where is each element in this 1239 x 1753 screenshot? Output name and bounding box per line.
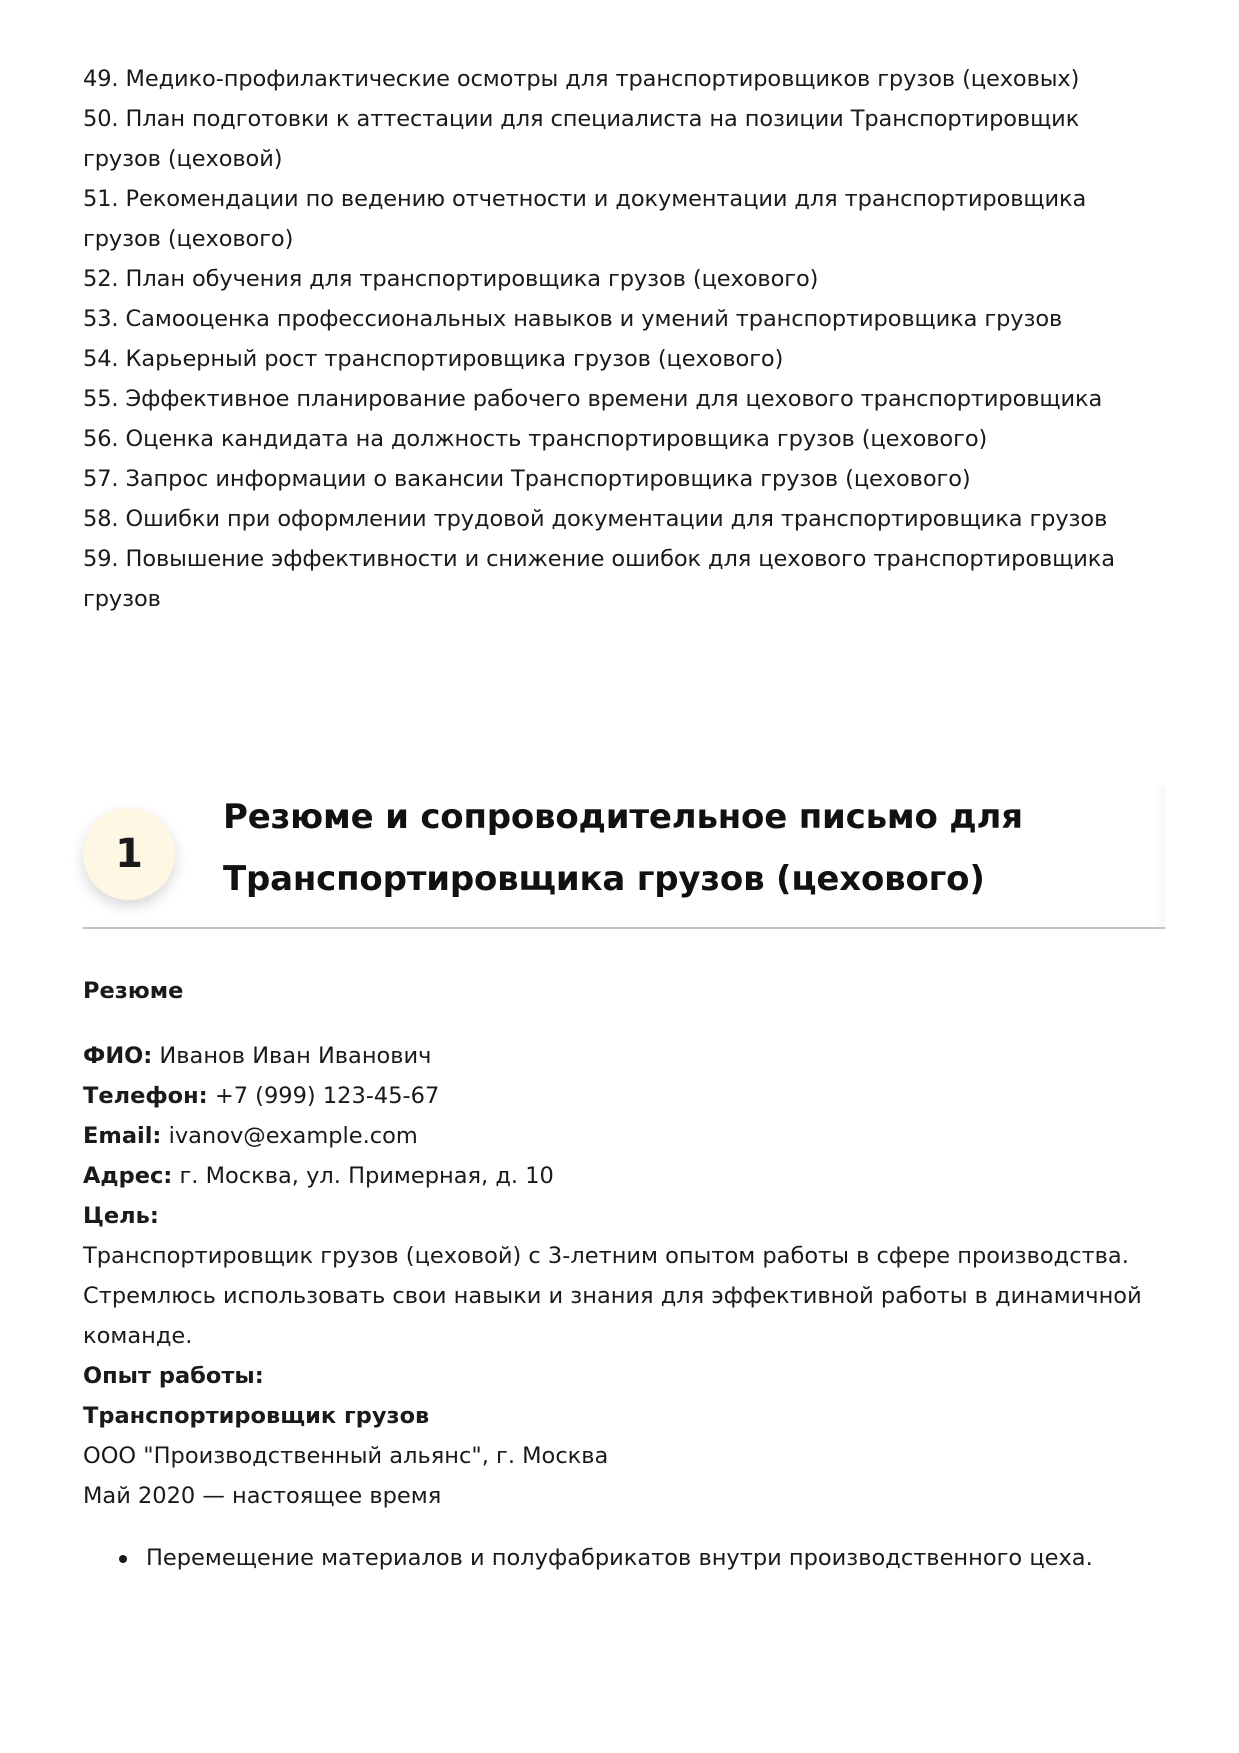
- toc-list: [83, 59, 1163, 619]
- email-line: [83, 1116, 1163, 1156]
- fio-value: Иванов Иван Иванович: [152, 1043, 432, 1069]
- fio-label: ФИО:: [83, 1043, 153, 1069]
- goal-text: Транспортировщик грузов (цеховой) с 3-летним опытом работы в сфере производства. Стремлюсь использовать свои навыки и знания для эффективной работы в динамичной команде.: [83, 1243, 1142, 1349]
- toc-item[interactable]: 57. Запрос информации о вакансии Транспортировщика грузов (цехового): [83, 466, 971, 492]
- resume-body: [83, 971, 1163, 1578]
- experience-label: Опыт работы:: [83, 1363, 264, 1389]
- section-header: [83, 786, 1165, 929]
- phone-line: [83, 1076, 1163, 1116]
- job-title: Транспортировщик грузов: [83, 1403, 430, 1429]
- email-label: Email:: [83, 1123, 162, 1149]
- phone-label: Телефон:: [83, 1083, 208, 1109]
- toc-item[interactable]: 55. Эффективное планирование рабочего времени для цехового транспортировщика: [83, 386, 1103, 412]
- toc-item[interactable]: 53. Самооценка профессиональных навыков и умений транспортировщика грузов: [83, 306, 1063, 332]
- email-value: ivanov@example.com: [161, 1123, 418, 1149]
- toc-item[interactable]: 49. Медико-профилактические осмотры для транспортировщиков грузов (цеховых): [83, 66, 1080, 92]
- phone-value: +7 (999) 123-45-67: [207, 1083, 440, 1109]
- company-name: ООО "Производственный альянс", г. Москва: [83, 1443, 609, 1469]
- section-title: Резюме и сопроводительное письмо для Транспортировщика грузов (цехового): [223, 797, 1023, 899]
- toc-section: [83, 59, 1163, 619]
- list-item: Перемещение материалов и полуфабрикатов внутри производственного цеха.: [146, 1538, 1163, 1578]
- section-divider: [83, 927, 1165, 929]
- toc-item[interactable]: 50. План подготовки к аттестации для специалиста на позиции Транспортировщик грузов (цеховой): [83, 106, 1080, 172]
- section-number-badge: 1: [83, 808, 175, 900]
- goal-label: Цель:: [83, 1203, 159, 1229]
- toc-item[interactable]: 52. План обучения для транспортировщика грузов (цехового): [83, 266, 819, 292]
- contact-block: [83, 1036, 1163, 1196]
- address-value: г. Москва, ул. Примерная, д. 10: [172, 1163, 554, 1189]
- duties-list: [83, 1538, 1163, 1578]
- toc-item[interactable]: 51. Рекомендации по ведению отчетности и документации для транспортировщика грузов (цехового): [83, 186, 1087, 252]
- address-label: Адрес:: [83, 1163, 173, 1189]
- job-period: Май 2020 — настоящее время: [83, 1483, 442, 1509]
- resume-heading: Резюме: [83, 978, 184, 1004]
- toc-item[interactable]: 54. Карьерный рост транспортировщика грузов (цехового): [83, 346, 784, 372]
- toc-item[interactable]: 56. Оценка кандидата на должность транспортировщика грузов (цехового): [83, 426, 988, 452]
- address-line: [83, 1156, 1163, 1196]
- fio-line: [83, 1036, 1163, 1076]
- toc-item[interactable]: 59. Повышение эффективности и снижение ошибок для цехового транспортировщика грузов: [83, 546, 1115, 612]
- toc-item[interactable]: 58. Ошибки при оформлении трудовой документации для транспортировщика грузов: [83, 506, 1108, 532]
